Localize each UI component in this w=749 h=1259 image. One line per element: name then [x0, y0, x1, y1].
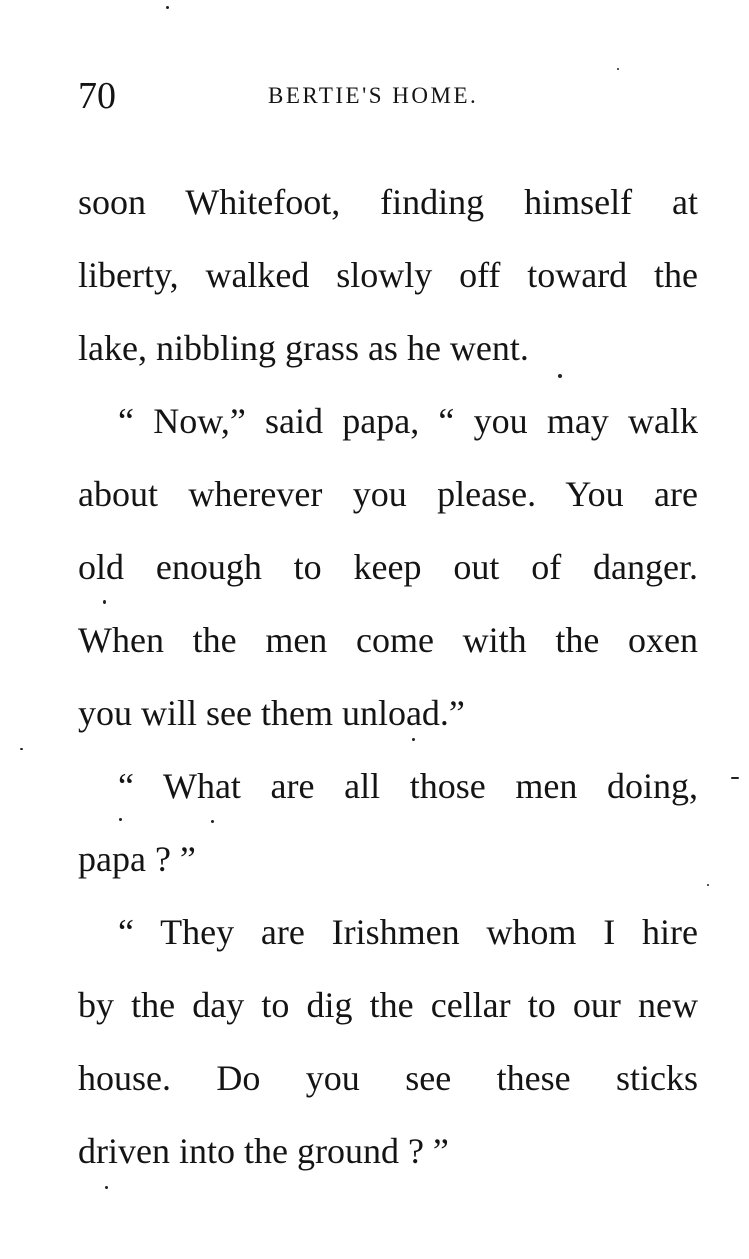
scan-speck — [211, 820, 214, 823]
text-line: “ Now,” said papa, “ you may walk — [118, 401, 698, 441]
page-header — [78, 72, 698, 120]
scan-speck — [617, 68, 619, 70]
text-line: about wherever you please. You are — [78, 474, 698, 514]
scan-speck — [166, 6, 169, 9]
scan-speck — [412, 738, 415, 741]
text-line: house. Do you see these sticks — [78, 1058, 698, 1098]
running-title: BERTIE'S HOME. — [268, 83, 479, 108]
text-line: “ What are all those men doing, — [118, 766, 698, 806]
text-line: soon Whitefoot, finding himself at — [78, 182, 698, 222]
scan-speck — [707, 884, 709, 886]
scan-speck — [105, 1186, 108, 1189]
scan-speck — [119, 818, 122, 821]
text-line: When the men come with the oxen — [78, 620, 698, 660]
text-line: by the day to dig the cellar to our new — [78, 985, 698, 1025]
text-line: liberty, walked slowly off toward the — [78, 255, 698, 295]
text-line: “ They are Irishmen whom I hire — [118, 912, 698, 952]
scan-speck — [20, 748, 23, 750]
text-line: old enough to keep out of danger. — [78, 547, 698, 587]
page-number: 70 — [78, 75, 116, 117]
text-line: driven into the ground ? ” — [78, 1131, 449, 1171]
scan-speck — [558, 374, 562, 378]
text-line: papa ? ” — [78, 839, 196, 879]
text-line: lake, nibbling grass as he went. — [78, 328, 529, 368]
scan-speck — [103, 600, 106, 604]
text-line: you will see them unload.” — [78, 693, 465, 733]
scan-speck — [731, 777, 739, 779]
body-text — [78, 166, 698, 1188]
